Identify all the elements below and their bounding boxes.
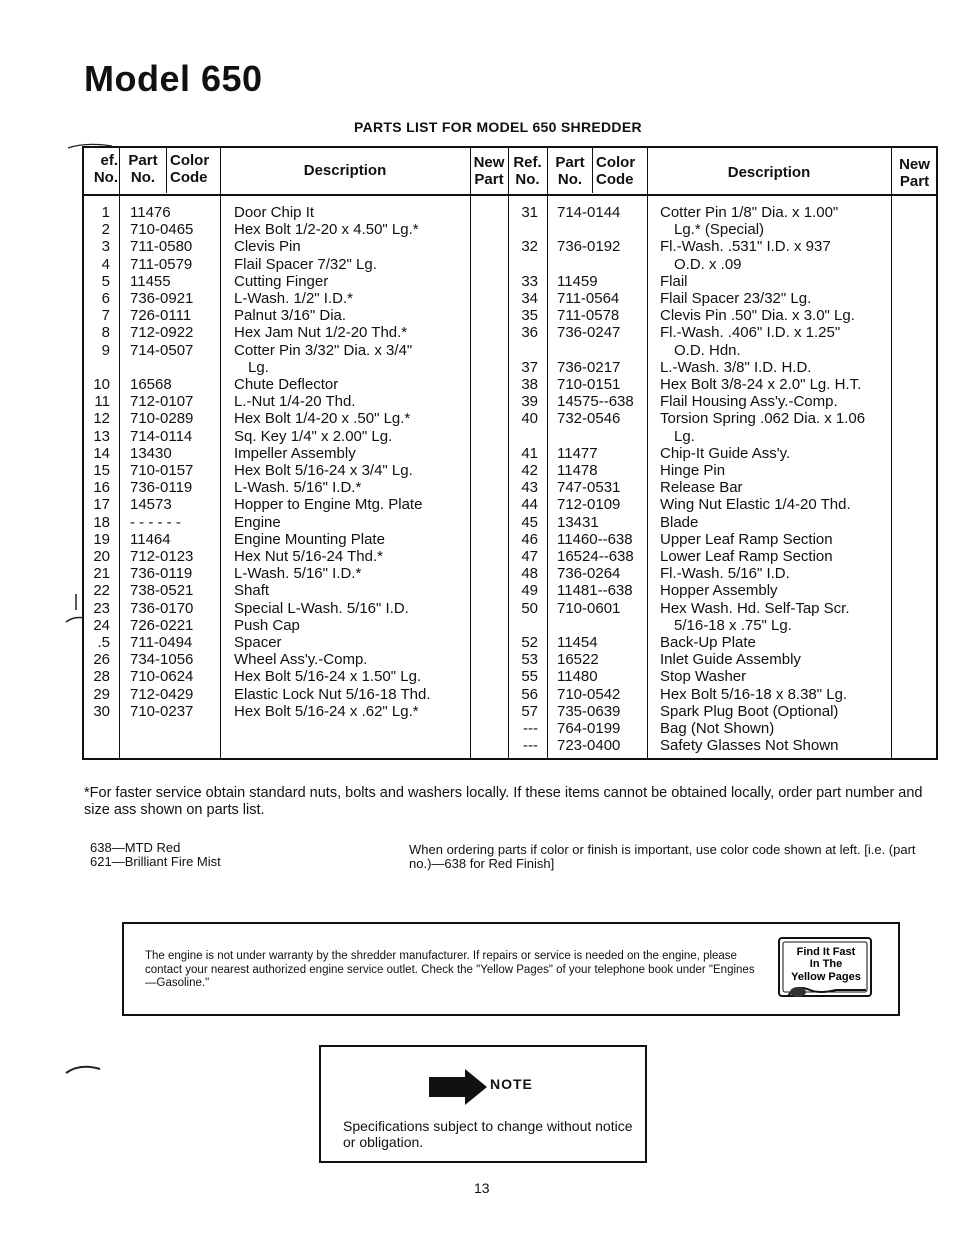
ref-no: 28 (93, 668, 110, 686)
part-no: 736-0192 (557, 238, 621, 256)
part-no: 13430 (130, 444, 172, 462)
ref-no: 18 (93, 513, 110, 531)
ref-no: 55 (521, 668, 538, 686)
part-no: 712-0123 (130, 548, 194, 565)
part-no: 710-0542 (557, 685, 621, 703)
ref-no: 56 (521, 685, 538, 703)
ref-no: 9 (101, 341, 110, 359)
part-description: Inlet Guide Assembly (660, 651, 801, 669)
part-description: L-Wash. 5/16" I.D.* (234, 479, 362, 497)
part-no: 16522 (557, 651, 599, 669)
ref-no: 34 (521, 290, 538, 307)
ref-no: 49 (521, 582, 538, 600)
part-description: Blade (660, 513, 699, 531)
ref-no: 57 (521, 702, 538, 720)
part-no: 734-1056 (130, 651, 194, 669)
part-description: Hex Jam Nut 1/2-20 Thd.* (234, 324, 408, 342)
part-description: Push Cap (234, 616, 300, 634)
yp-line-3: Yellow Pages (791, 971, 861, 983)
ref-no: 42 (521, 462, 538, 479)
part-no: 16568 (130, 376, 172, 393)
part-description: Lg. (248, 358, 269, 376)
ref-no: 7 (101, 307, 110, 325)
note-text: Specifications subject to change without notice or obligation. (343, 1118, 633, 1150)
order-note: When ordering parts if color or finish is important, use color code shown at left. [i.e. (part no.)—638 for Red Finish] (409, 842, 916, 871)
ref-no: 39 (521, 393, 538, 411)
part-description: Engine (234, 513, 281, 531)
part-no: 11477 (557, 444, 598, 462)
part-description: Flail Spacer 23/32" Lg. (660, 290, 812, 307)
part-no: 710-0237 (130, 702, 194, 720)
part-description: Spacer (234, 634, 282, 651)
ref-no: 3 (101, 238, 110, 256)
part-no: 11480 (557, 668, 598, 686)
part-no: 11460--638 (557, 530, 633, 548)
part-no: 11455 (130, 272, 171, 290)
ref-no: 1 (101, 204, 110, 221)
part-description: O.D. x .09 (674, 255, 742, 273)
ref-no: 29 (93, 685, 110, 703)
ref-no: 26 (93, 651, 110, 669)
part-description: Release Bar (660, 479, 743, 497)
part-no: 711-0579 (130, 255, 193, 273)
part-no: 16524--638 (557, 548, 634, 565)
part-no: 732-0546 (557, 410, 621, 428)
ref-no: 41 (521, 444, 538, 462)
color-code-fire-mist: 621—Brilliant Fire Mist (90, 854, 221, 869)
ref-no: 21 (93, 565, 110, 583)
ref-no: 15 (93, 462, 110, 479)
part-description: Fl.-Wash. .406" I.D. x 1.25" (660, 324, 841, 342)
part-description: Special L-Wash. 5/16" I.D. (234, 599, 409, 617)
header-new-part: New Part (473, 154, 505, 188)
ref-no: 40 (521, 410, 538, 428)
engine-notice-text: The engine is not under warranty by the shredder manufacturer. If repairs or service is needed on the engine, please contact your nearest authorized engine service outlet. Check the "Yellow Pages" of your telephone book under "Engines—Gasoline." (145, 950, 755, 990)
part-description: L.-Wash. 3/8" I.D. H.D. (660, 358, 812, 376)
ref-no: 17 (93, 496, 110, 514)
part-description: Cutting Finger (234, 272, 329, 290)
ref-no: 36 (521, 324, 538, 342)
page-number: 13 (474, 1180, 490, 1196)
ref-no: 47 (521, 548, 538, 565)
part-no: 711-0494 (130, 634, 193, 651)
part-no: 712-0429 (130, 685, 194, 703)
ref-no: 38 (521, 376, 538, 393)
part-no: 711-0580 (130, 238, 193, 256)
part-description: Flail Spacer 7/32" Lg. (234, 255, 377, 273)
ref-no: 30 (93, 702, 110, 720)
part-no: 726-0111 (130, 307, 192, 325)
part-description: Lg.* (Special) (674, 221, 765, 239)
header-description-2: Description (727, 164, 811, 181)
part-no: 736-0921 (130, 290, 194, 307)
ref-no: 12 (93, 410, 110, 428)
part-description: Upper Leaf Ramp Section (660, 530, 833, 548)
part-description: Spark Plug Boot (Optional) (660, 702, 839, 720)
ref-no: 22 (93, 582, 110, 600)
header-color-code-2: Color Code (596, 154, 636, 188)
part-description: L.-Nut 1/4-20 Thd. (234, 393, 356, 411)
part-no: - - - - - - (130, 513, 181, 531)
part-no: 712-0109 (557, 496, 621, 514)
part-no: 764-0199 (557, 720, 621, 737)
color-codes (90, 841, 221, 869)
part-description: Palnut 3/16" Dia. (234, 307, 347, 325)
ref-no: --- (523, 737, 538, 755)
part-no: 710-0465 (130, 221, 194, 239)
yp-line-1: Find It Fast (796, 946, 856, 958)
part-no: 736-0119 (130, 479, 193, 497)
part-description: Chip-It Guide Ass'y. (660, 444, 791, 462)
part-description: Hex Bolt 5/16-18 x 8.38" Lg. (660, 685, 848, 703)
part-no: 714-0144 (557, 204, 621, 221)
part-no: 735-0639 (557, 702, 621, 720)
part-description: 5/16-18 x .75" Lg. (674, 616, 792, 634)
part-no: 710-0151 (557, 376, 621, 393)
header-description: Description (303, 162, 387, 179)
part-description: Back-Up Plate (660, 634, 756, 651)
parts-list-subtitle: PARTS LIST FOR MODEL 650 SHREDDER (354, 119, 642, 135)
ref-no: 35 (521, 307, 538, 325)
part-description: Hex Bolt 5/16-24 x .62" Lg.* (234, 702, 419, 720)
ref-no: 23 (93, 599, 110, 617)
part-description: Flail (660, 272, 688, 290)
part-description: Wheel Ass'y.-Comp. (234, 651, 368, 669)
part-no: 11478 (557, 462, 598, 479)
part-description: Hex Nut 5/16-24 Thd.* (234, 548, 383, 565)
part-description: Door Chip It (234, 204, 315, 221)
header-part-no: Part No. (128, 152, 158, 186)
part-description: Fl.-Wash. .531" I.D. x 937 (660, 238, 831, 256)
header-color-code: Color Code (170, 152, 210, 186)
part-description: Hopper Assembly (660, 582, 778, 600)
ref-no: 46 (521, 530, 538, 548)
parts-table (82, 146, 938, 760)
part-description: Lg. (674, 427, 695, 445)
yellow-pages-badge (776, 934, 874, 1000)
ref-no: 37 (521, 358, 538, 376)
ref-no: --- (523, 720, 538, 737)
arrow-right-icon (427, 1069, 489, 1105)
part-no: 13431 (557, 513, 599, 531)
part-description: Engine Mounting Plate (234, 530, 385, 548)
part-description: Hex Bolt 5/16-24 x 1.50" Lg. (234, 668, 422, 686)
part-description: Hinge Pin (660, 462, 726, 479)
part-description: Clevis Pin .50" Dia. x 3.0" Lg. (660, 307, 855, 325)
part-no: 710-0624 (130, 668, 194, 686)
part-no: 738-0521 (130, 582, 194, 600)
ref-no: .5 (97, 634, 110, 651)
ref-no: 4 (101, 255, 110, 273)
part-no: 736-0247 (557, 324, 621, 342)
ref-no: 48 (521, 565, 538, 583)
part-description: Torsion Spring .062 Dia. x 1.06 (660, 410, 866, 428)
part-no: 11454 (557, 634, 598, 651)
part-description: Flail Housing Ass'y.-Comp. (660, 393, 838, 411)
ref-no: 14 (93, 444, 110, 462)
ref-no: 20 (93, 548, 110, 565)
ref-no: 32 (521, 238, 538, 256)
ref-no: 53 (521, 651, 538, 669)
ref-no: 33 (521, 272, 538, 290)
part-no: 723-0400 (557, 737, 621, 755)
part-description: Cotter Pin 1/8" Dia. x 1.00" (660, 204, 839, 221)
ref-no: 6 (101, 290, 110, 307)
ref-no: 31 (521, 204, 538, 221)
part-description: Sq. Key 1/4" x 2.00" Lg. (234, 427, 393, 445)
ref-no: 2 (101, 221, 110, 239)
part-no: 710-0289 (130, 410, 194, 428)
header-new-part-2: New Part (899, 156, 930, 190)
part-no: 11464 (130, 530, 171, 548)
ref-no: 8 (101, 324, 110, 342)
part-no: 11476 (130, 204, 171, 221)
part-no: 11459 (557, 272, 598, 290)
ref-no: 5 (101, 272, 110, 290)
ref-no: 13 (93, 427, 110, 445)
part-description: L-Wash. 5/16" I.D.* (234, 565, 362, 583)
ref-no: 11 (94, 393, 110, 411)
ref-no: 19 (93, 530, 110, 548)
part-description: Safety Glasses Not Shown (660, 737, 839, 755)
ref-no: 24 (93, 616, 110, 634)
color-code-red: 638—MTD Red (90, 840, 181, 855)
part-no: 736-0119 (130, 565, 193, 583)
part-description: Impeller Assembly (234, 444, 356, 462)
part-no: 11481--638 (557, 582, 633, 600)
ref-no: 10 (93, 376, 110, 393)
header-ref-no: ef. No. (93, 152, 118, 186)
part-description: Hopper to Engine Mtg. Plate (234, 496, 423, 514)
part-no: 714-0114 (130, 427, 193, 445)
part-no: 711-0564 (557, 290, 620, 307)
part-no: 714-0507 (130, 341, 194, 359)
part-description: Bag (Not Shown) (660, 720, 775, 737)
part-description: L-Wash. 1/2" I.D.* (234, 290, 353, 307)
ref-no: 44 (521, 496, 538, 514)
part-description: Hex Bolt 1/2-20 x 4.50" Lg.* (234, 221, 419, 239)
ref-no: 50 (521, 599, 538, 617)
footnote: *For faster service obtain standard nuts, bolts and washers locally. If these items cannot be obtained locally, order part number and size ass shown on parts list. (84, 785, 923, 818)
part-no: 712-0107 (130, 393, 194, 411)
part-no: 747-0531 (557, 479, 621, 497)
part-description: Shaft (234, 582, 270, 600)
part-description: Elastic Lock Nut 5/16-18 Thd. (234, 685, 431, 703)
part-no: 736-0264 (557, 565, 621, 583)
ref-no: 16 (93, 479, 110, 497)
header-part-no-2: Part No. (555, 154, 585, 188)
part-no: 726-0221 (130, 616, 194, 634)
ref-no: 43 (521, 479, 538, 497)
part-no: 711-0578 (557, 307, 620, 325)
part-description: Hex Bolt 1/4-20 x .50" Lg.* (234, 410, 411, 428)
part-description: Stop Washer (660, 668, 747, 686)
part-no: 736-0170 (130, 599, 194, 617)
ref-no: 52 (521, 634, 538, 651)
part-no: 736-0217 (557, 358, 621, 376)
page-title: Model 650 (84, 58, 263, 99)
part-description: Hex Bolt 3/8-24 x 2.0" Lg. H.T. (660, 376, 862, 393)
scan-mark (64, 1061, 104, 1077)
part-no: 710-0601 (557, 599, 621, 617)
part-description: Hex Bolt 5/16-24 x 3/4" Lg. (234, 462, 413, 479)
part-description: Chute Deflector (234, 376, 339, 393)
part-description: Hex Wash. Hd. Self-Tap Scr. (660, 599, 850, 617)
header-ref-no-2: Ref. No. (513, 154, 542, 188)
part-no: 710-0157 (130, 462, 194, 479)
ref-no: 45 (521, 513, 538, 531)
yp-line-2: In The (809, 958, 843, 970)
part-no: 14575--638 (557, 393, 634, 411)
part-description: Clevis Pin (234, 238, 301, 256)
part-no: 712-0922 (130, 324, 194, 342)
part-description: O.D. Hdn. (674, 341, 741, 359)
part-no: 14573 (130, 496, 172, 514)
part-description: Cotter Pin 3/32" Dia. x 3/4" (234, 341, 413, 359)
part-description: Wing Nut Elastic 1/4-20 Thd. (660, 496, 851, 514)
note-label: NOTE (490, 1076, 533, 1092)
part-description: Lower Leaf Ramp Section (660, 548, 833, 565)
part-description: Fl.-Wash. 5/16" I.D. (660, 565, 790, 583)
